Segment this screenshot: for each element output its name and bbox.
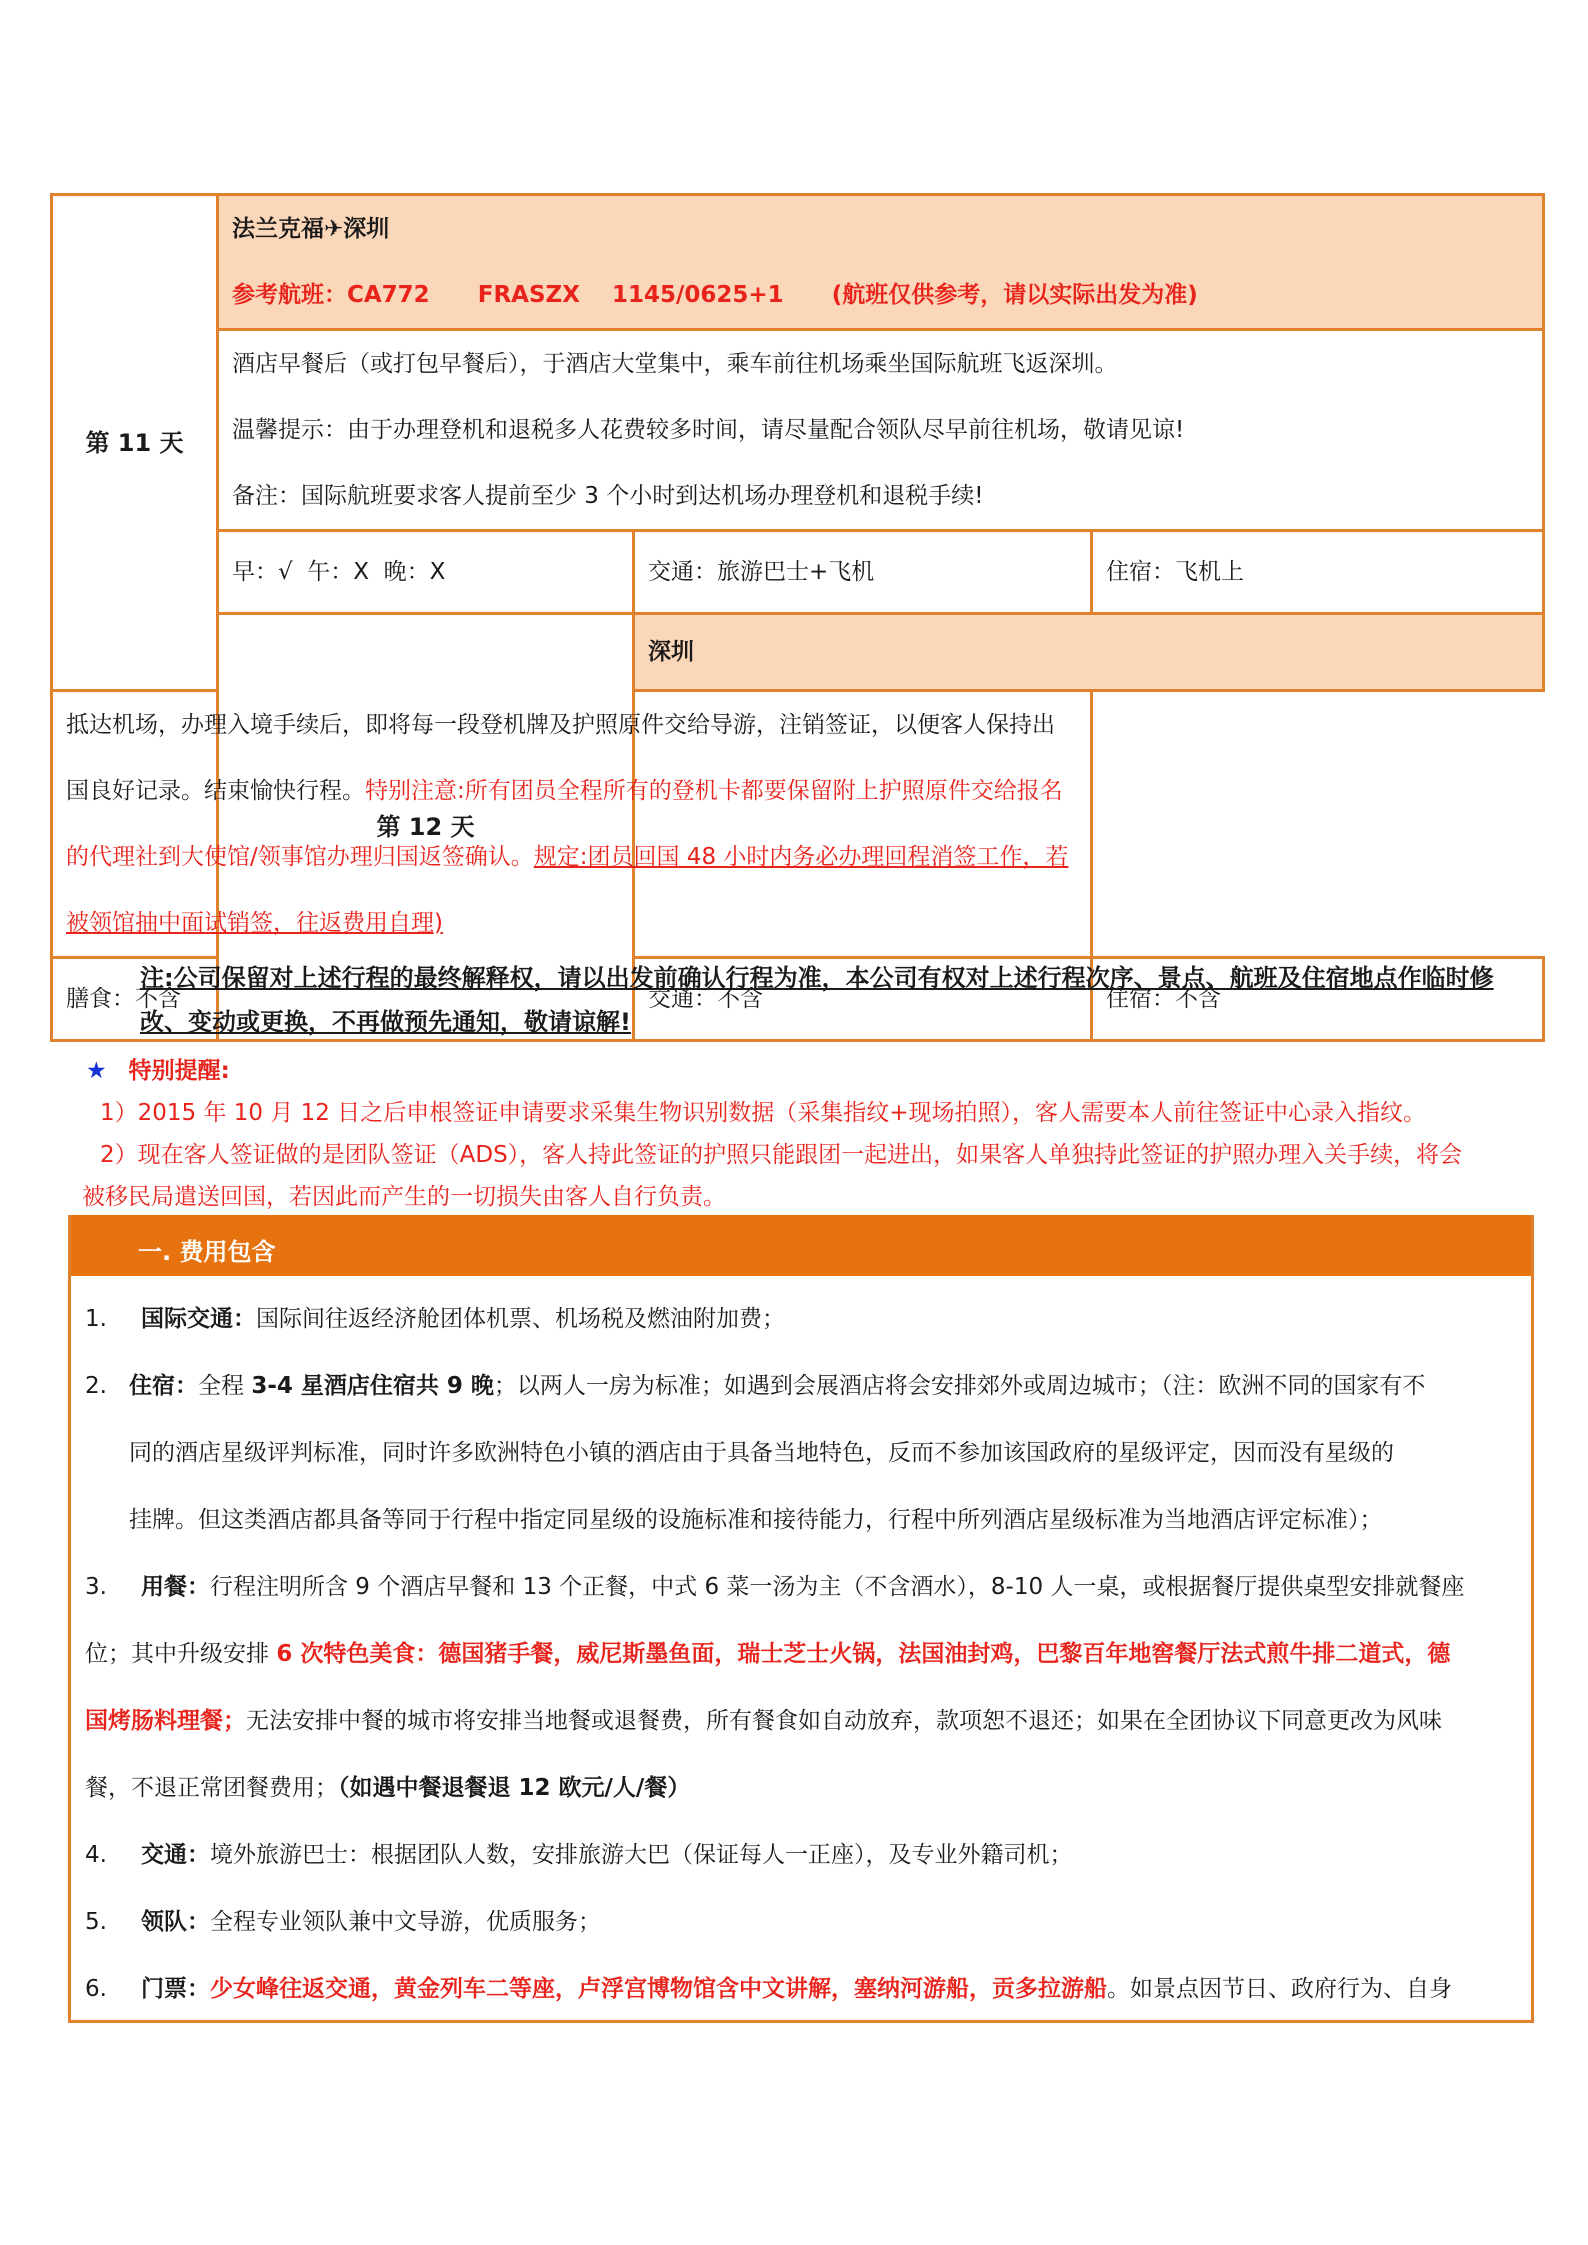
fee-item-2-label: 住宿： — [129, 1373, 198, 1399]
fee-item-6 — [85, 1956, 1517, 2023]
fee-item-2 — [85, 1353, 1517, 1420]
fee-item-3-line-3-text: 无法安排中餐的城市将安排当地餐或退餐费，所有餐食如自动放弃，款项恕不退还；如果在全团协议下同意更改为风味 — [246, 1708, 1442, 1734]
day-11-meals: 早：√ 午：X 晚：X — [218, 531, 634, 614]
fee-item-3 — [85, 1554, 1517, 1621]
fee-item-3-line-4 — [85, 1755, 1517, 1822]
reminder-item-2a: 2）现在客人签证做的是团队签证（ADS），客人持此签证的护照只能跟团一起进出，如果客人单独持此签证的护照办理入关手续，将会 — [100, 1142, 1463, 1168]
day-11-description — [218, 330, 1544, 531]
fee-item-2-text-a: 全程 — [198, 1373, 252, 1399]
fee-item-2-line-2: 同的酒店星级评判标准，同时许多欧洲特色小镇的酒店由于具备当地特色，反而不参加该国政府的星级评定，因而没有星级的 — [129, 1440, 1394, 1466]
day-12-desc-red: 特别注意:所有团员全程所有的登机卡都要保留附上护照原件交给报名的代理社到大使馆/领事馆办理归国返签确认。 — [66, 778, 1063, 870]
fee-item-5-num: 5. — [85, 1909, 107, 1935]
fee-item-1-num: 1. — [85, 1306, 107, 1332]
fee-item-3-line-2-red: 6 次特色美食：德国猪手餐，威尼斯墨鱼面，瑞士芝士火锅，法国油封鸡，巴黎百年地窖餐厅法式煎牛排二道式，德 — [276, 1641, 1451, 1667]
fee-item-5 — [85, 1889, 1517, 1956]
fee-item-3-line-3-red: 国烤肠料理餐； — [85, 1708, 246, 1734]
day-12-desc-red-underlined: 规定:团员回国 48 小时内务必办理回程消签工作，若被领馆抽中面试销签，往返费用自理) — [66, 844, 1069, 936]
day-11-label: 第 11 天 — [52, 195, 218, 691]
day-11-desc-1: 酒店早餐后（或打包早餐后），于酒店大堂集中，乘车前往机场乘坐国际航班飞返深圳。 — [232, 351, 1118, 377]
fee-item-6-text: 。如景点因节日、政府行为、自身 — [1107, 1976, 1452, 2002]
day-11-transport: 交通：旅游巴士+飞机 — [634, 531, 1092, 614]
star-icon: ★ — [86, 1058, 107, 1084]
reminder-item-2b: 被移民局遣送回国，若因此而产生的一切损失由客人自行负责。 — [82, 1184, 726, 1210]
fee-item-3-text: 行程注明所含 9 个酒店早餐和 13 个正餐，中式 6 菜一汤为主（不含酒水），8-10 人一桌，或根据餐厅提供桌型安排就餐座 — [210, 1574, 1465, 1600]
fee-item-3-line-4-text: 餐，不退正常团餐费用； — [85, 1775, 338, 1801]
fee-item-3-line-3 — [85, 1688, 1517, 1755]
fee-item-4-num: 4. — [85, 1842, 107, 1868]
fee-item-5-text: 全程专业领队兼中文导游，优质服务； — [210, 1909, 601, 1935]
fee-include-heading: 一. 费用包含 — [71, 1215, 1531, 1276]
fee-item-4 — [85, 1822, 1517, 1889]
day-11-desc-3: 备注：国际航班要求客人提前至少 3 个小时到达机场办理登机和退税手续! — [232, 483, 984, 509]
disclaimer-note: 注:公司保留对上述行程的最终解释权，请以出发前确认行程为准，本公司有权对上述行程次序、景点、航班及住宿地点作临时修改、变动或更换，不再做预先通知，敬请谅解! — [140, 964, 1494, 1036]
day-12-description — [52, 691, 1092, 958]
fee-item-2-line-3: 挂牌。但这类酒店都具备等同于行程中指定同星级的设施标准和接待能力，行程中所列酒店星级标准为当地酒店评定标准）； — [129, 1507, 1383, 1533]
fee-item-5-label: 领队： — [141, 1909, 210, 1935]
reminder-title: 特别提醒: — [128, 1058, 230, 1084]
fee-item-4-text: 境外旅游巴士：根据团队人数，安排旅游大巴（保证每人一正座），及专业外籍司机； — [210, 1842, 1073, 1868]
fee-item-1-text: 国际间往返经济舱团体机票、机场税及燃油附加费； — [256, 1306, 785, 1332]
itinerary-table — [50, 193, 1545, 1042]
day-12-transport: 交通：不含 — [634, 958, 1092, 1041]
day-12-meals: 膳食：不含 — [52, 958, 218, 1041]
day-11-route: 法兰克福✈深圳 — [232, 216, 390, 242]
day-11-desc-2: 温馨提示：由于办理登机和退税多人花费较多时间，请尽量配合领队尽早前往机场，敬请见谅! — [232, 417, 1185, 443]
special-reminder — [82, 1050, 1546, 1218]
reminder-item-1: 1）2015 年 10 月 12 日之后申根签证申请要求采集生物识别数据（采集指纹+现场拍照），客人需要本人前往签证中心录入指纹。 — [100, 1100, 1427, 1126]
fee-item-2-text-b: ；以两人一房为标准；如遇到会展酒店将会安排郊外或周边城市；（注：欧洲不同的国家有不 — [493, 1373, 1426, 1399]
day-12-route: 深圳 — [634, 614, 1544, 691]
day-11-header — [218, 195, 1544, 330]
day-12-hotel: 住宿：不含 — [1092, 958, 1544, 1041]
fee-item-6-label: 门票： — [141, 1976, 210, 2002]
day-12-desc-black: 抵达机场，办理入境手续后，即将每一段登机牌及护照原件交给导游，注销签证，以便客人保持出国良好记录。结束愉快行程。 — [66, 712, 1055, 804]
fee-item-1 — [85, 1286, 1517, 1353]
fee-item-3-num: 3. — [85, 1574, 107, 1600]
fee-item-3-line-2-text: 位；其中升级安排 — [85, 1641, 277, 1667]
fee-item-1-label: 国际交通： — [141, 1306, 256, 1332]
day-12-label: 第 12 天 — [218, 614, 634, 1041]
fee-include-list — [71, 1276, 1531, 2023]
day-11-hotel: 住宿：飞机上 — [1092, 531, 1544, 614]
fee-item-4-label: 交通： — [141, 1842, 210, 1868]
fee-include-section — [68, 1215, 1534, 2023]
fee-item-2-num: 2. — [85, 1373, 107, 1399]
fee-item-6-num: 6. — [85, 1976, 107, 2002]
fee-item-2-bold: 3-4 星酒店住宿共 9 晚 — [251, 1373, 494, 1399]
fee-item-3-label: 用餐： — [141, 1574, 210, 1600]
fee-item-3-line-4-bold: （如遇中餐退餐退 12 欧元/人/餐） — [338, 1775, 691, 1801]
fee-item-6-red: 少女峰往返交通，黄金列车二等座，卢浮宫博物馆含中文讲解，塞纳河游船，贡多拉游船 — [210, 1976, 1107, 2002]
day-11-flight: 参考航班：CA772 FRASZX 1145/0625+1 (航班仅供参考，请以实际出发为准) — [232, 282, 1198, 308]
fee-item-3-line-2 — [85, 1621, 1517, 1688]
